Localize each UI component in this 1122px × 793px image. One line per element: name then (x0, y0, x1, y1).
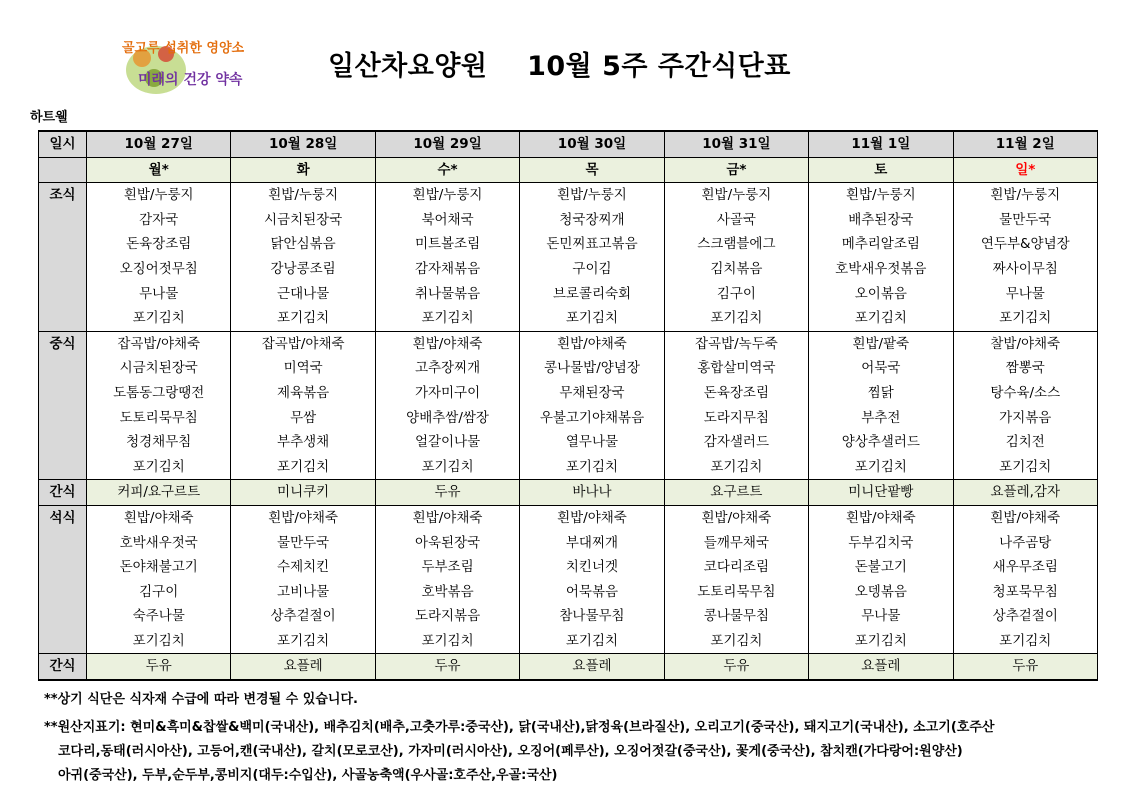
dinner-menu-item: 흰밥/야채죽 (375, 505, 519, 530)
dinner-menu-item: 돈불고기 (809, 555, 953, 580)
dinner-menu-item: 흰밥/야채죽 (664, 505, 808, 530)
breakfast-row (39, 232, 1098, 257)
lunch-menu-item: 포기김치 (87, 455, 231, 480)
lunch-menu-item: 콩나물밥/양념장 (520, 356, 664, 381)
snack-evening-row (39, 654, 1098, 680)
dinner-menu-item: 들깨무채국 (664, 531, 808, 556)
breakfast-menu-item: 브로콜리숙회 (520, 282, 664, 307)
breakfast-menu-item: 흰밥/누룽지 (375, 183, 519, 208)
breakfast-menu-item: 흰밥/누룽지 (809, 183, 953, 208)
logo-line2: 미래의 건강 약속 (138, 72, 243, 88)
snack-afternoon-label: 간식 (39, 480, 87, 506)
lunch-menu-item: 흰밥/팥죽 (809, 331, 953, 356)
lunch-menu-item: 포기김치 (809, 455, 953, 480)
lunch-row (39, 455, 1098, 480)
dinner-menu-item: 포기김치 (953, 629, 1097, 654)
date-cell: 10월 27일 (87, 131, 231, 157)
lunch-menu-item: 홍합살미역국 (664, 356, 808, 381)
breakfast-menu-item: 구이김 (520, 257, 664, 282)
dinner-menu-item: 포기김치 (520, 629, 664, 654)
brand-label: 하트웰 (30, 110, 68, 125)
breakfast-row (39, 306, 1098, 331)
lunch-menu-item: 제육볶음 (231, 381, 375, 406)
breakfast-menu-item: 오징어젓무침 (87, 257, 231, 282)
breakfast-menu-item: 흰밥/누룽지 (520, 183, 664, 208)
breakfast-menu-item: 포기김치 (231, 306, 375, 331)
breakfast-row (39, 208, 1098, 233)
lunch-menu-item: 열무나물 (520, 430, 664, 455)
breakfast-menu-item: 강낭콩조림 (231, 257, 375, 282)
lunch-menu-item: 포기김치 (520, 455, 664, 480)
dinner-menu-item: 흰밥/야채죽 (953, 505, 1097, 530)
breakfast-menu-item: 포기김치 (664, 306, 808, 331)
breakfast-menu-item: 닭안심볶음 (231, 232, 375, 257)
dinner-menu-item: 무나물 (809, 604, 953, 629)
weekday-cell: 토 (809, 157, 953, 183)
breakfast-menu-item: 호박새우젓볶음 (809, 257, 953, 282)
lunch-menu-item: 탕수육/소스 (953, 381, 1097, 406)
dinner-menu-item: 콩나물무침 (664, 604, 808, 629)
breakfast-menu-item: 흰밥/누룽지 (231, 183, 375, 208)
breakfast-menu-item: 근대나물 (231, 282, 375, 307)
dinner-menu-item: 상추겉절이 (953, 604, 1097, 629)
dinner-menu-item: 흰밥/야채죽 (520, 505, 664, 530)
dinner-row (39, 604, 1098, 629)
lunch-menu-item: 시금치된장국 (87, 356, 231, 381)
origin-note-line3: 아귀(중국산), 두부,순두부,콩비지(대두:수입산), 사골농축액(우사골:호주산,우골:국산) (58, 768, 558, 783)
lunch-menu-item: 부추전 (809, 406, 953, 431)
lunch-menu-item: 도라지무침 (664, 406, 808, 431)
snack-evening-item: 두유 (87, 654, 231, 680)
dinner-label: 석식 (39, 505, 87, 654)
breakfast-menu-item: 짜사이무침 (953, 257, 1097, 282)
breakfast-menu-item: 배추된장국 (809, 208, 953, 233)
weekday-cell: 수* (375, 157, 519, 183)
breakfast-menu-item: 돈민찌표고볶음 (520, 232, 664, 257)
weekday-cell: 금* (664, 157, 808, 183)
lunch-row (39, 331, 1098, 356)
dinner-menu-item: 호박볶음 (375, 580, 519, 605)
dinner-menu-item: 돈야채불고기 (87, 555, 231, 580)
lunch-menu-item: 미역국 (231, 356, 375, 381)
dinner-menu-item: 김구이 (87, 580, 231, 605)
breakfast-menu-item: 포기김치 (375, 306, 519, 331)
lunch-menu-item: 잡곡밥/야채죽 (87, 331, 231, 356)
snack-afternoon-item: 바나나 (520, 480, 664, 506)
logo-line1: 골고루 섭취한 영양소 (122, 41, 245, 56)
breakfast-menu-item: 메추리알조림 (809, 232, 953, 257)
breakfast-menu-item: 포기김치 (809, 306, 953, 331)
weekday-cell: 목 (520, 157, 664, 183)
breakfast-menu-item: 포기김치 (520, 306, 664, 331)
lunch-menu-item: 포기김치 (664, 455, 808, 480)
breakfast-menu-item: 포기김치 (953, 306, 1097, 331)
breakfast-row (39, 282, 1098, 307)
lunch-menu-item: 어묵국 (809, 356, 953, 381)
snack-evening-label: 간식 (39, 654, 87, 680)
snack-evening-item: 요플레 (231, 654, 375, 680)
logo (108, 18, 268, 100)
dinner-menu-item: 도라지볶음 (375, 604, 519, 629)
lunch-menu-item: 도토리묵무침 (87, 406, 231, 431)
snack-afternoon-item: 요플레,감자 (953, 480, 1097, 506)
lunch-menu-item: 돈육장조림 (664, 381, 808, 406)
lunch-row (39, 430, 1098, 455)
dinner-menu-item: 상추겉절이 (231, 604, 375, 629)
breakfast-row (39, 183, 1098, 208)
menu-table (38, 130, 1098, 681)
dinner-menu-item: 포기김치 (87, 629, 231, 654)
breakfast-menu-item: 감자채볶음 (375, 257, 519, 282)
dinner-menu-item: 참나물무침 (520, 604, 664, 629)
lunch-menu-item: 잡곡밥/야채죽 (231, 331, 375, 356)
lunch-row (39, 406, 1098, 431)
breakfast-menu-item: 흰밥/누룽지 (87, 183, 231, 208)
date-cell: 11월 2일 (953, 131, 1097, 157)
breakfast-menu-item: 흰밥/누룽지 (953, 183, 1097, 208)
snack-evening-item: 요플레 (520, 654, 664, 680)
weekday-cell: 월* (87, 157, 231, 183)
dinner-menu-item: 고비나물 (231, 580, 375, 605)
breakfast-menu-item: 무나물 (87, 282, 231, 307)
dinner-menu-item: 두부김치국 (809, 531, 953, 556)
date-cell: 10월 29일 (375, 131, 519, 157)
dinner-menu-item: 숙주나물 (87, 604, 231, 629)
snack-afternoon-item: 요구르트 (664, 480, 808, 506)
dinner-menu-item: 포기김치 (809, 629, 953, 654)
lunch-label: 중식 (39, 331, 87, 480)
dinner-menu-item: 아욱된장국 (375, 531, 519, 556)
breakfast-menu-item: 김치볶음 (664, 257, 808, 282)
dinner-menu-item: 포기김치 (664, 629, 808, 654)
lunch-menu-item: 청경채무침 (87, 430, 231, 455)
breakfast-row (39, 257, 1098, 282)
dinner-menu-item: 어묵볶음 (520, 580, 664, 605)
dinner-menu-item: 치킨너겟 (520, 555, 664, 580)
page-title: 일산차요양원 10월 5주 주간식단표 (328, 51, 791, 82)
breakfast-menu-item: 오이볶음 (809, 282, 953, 307)
dinner-menu-item: 코다리조림 (664, 555, 808, 580)
lunch-menu-item: 도톰동그랑땡전 (87, 381, 231, 406)
lunch-menu-item: 얼갈이나물 (375, 430, 519, 455)
dinner-menu-item: 흰밥/야채죽 (87, 505, 231, 530)
breakfast-menu-item: 무나물 (953, 282, 1097, 307)
lunch-menu-item: 양배추쌈/쌈장 (375, 406, 519, 431)
weekday-label-blank (39, 157, 87, 183)
breakfast-menu-item: 김구이 (664, 282, 808, 307)
lunch-menu-item: 감자샐러드 (664, 430, 808, 455)
snack-afternoon-item: 미니단팥빵 (809, 480, 953, 506)
dinner-menu-item: 두부조림 (375, 555, 519, 580)
date-cell: 10월 30일 (520, 131, 664, 157)
breakfast-menu-item: 감자국 (87, 208, 231, 233)
date-row (39, 131, 1098, 157)
breakfast-menu-item: 흰밥/누룽지 (664, 183, 808, 208)
lunch-menu-item: 찜닭 (809, 381, 953, 406)
snack-evening-item: 두유 (953, 654, 1097, 680)
header-label: 일시 (39, 131, 87, 157)
breakfast-menu-item: 취나물볶음 (375, 282, 519, 307)
date-cell: 10월 31일 (664, 131, 808, 157)
snack-afternoon-row (39, 480, 1098, 506)
snack-evening-item: 두유 (375, 654, 519, 680)
breakfast-label: 조식 (39, 183, 87, 332)
dinner-menu-item: 포기김치 (231, 629, 375, 654)
breakfast-menu-item: 북어채국 (375, 208, 519, 233)
dinner-row (39, 531, 1098, 556)
snack-afternoon-item: 커피/요구르트 (87, 480, 231, 506)
dinner-menu-item: 포기김치 (375, 629, 519, 654)
lunch-row (39, 356, 1098, 381)
lunch-menu-item: 우불고기야채볶음 (520, 406, 664, 431)
lunch-menu-item: 찰밥/야채죽 (953, 331, 1097, 356)
dinner-menu-item: 수제치킨 (231, 555, 375, 580)
breakfast-menu-item: 미트볼조림 (375, 232, 519, 257)
breakfast-menu-item: 청국장찌개 (520, 208, 664, 233)
dinner-menu-item: 흰밥/야채죽 (231, 505, 375, 530)
origin-note-line2: 코다리,동태(러시아산), 고등어,캔(국내산), 갈치(모로코산), 가자미(러시아산), 오징어(페루산), 오징어젓갈(중국산), 꽃게(중국산), 참치캔(가다랑어:원양산) (58, 744, 963, 759)
lunch-menu-item: 가지볶음 (953, 406, 1097, 431)
weekday-cell: 화 (231, 157, 375, 183)
lunch-row (39, 381, 1098, 406)
origin-note-line1: **원산지표기: 현미&흑미&찹쌀&백미(국내산), 배추김치(배추,고춧가루:중국산), 닭(국내산),닭정육(브라질산), 오리고기(중국산), 돼지고기(국내산), 소고기(호주산 (44, 720, 995, 735)
dinner-menu-item: 호박새우젓국 (87, 531, 231, 556)
lunch-menu-item: 무쌈 (231, 406, 375, 431)
lunch-menu-item: 포기김치 (953, 455, 1097, 480)
breakfast-menu-item: 스크램블에그 (664, 232, 808, 257)
date-cell: 10월 28일 (231, 131, 375, 157)
lunch-menu-item: 잡곡밥/녹두죽 (664, 331, 808, 356)
dinner-row (39, 629, 1098, 654)
breakfast-menu-item: 돈육장조림 (87, 232, 231, 257)
dinner-menu-item: 청포묵무침 (953, 580, 1097, 605)
lunch-menu-item: 포기김치 (375, 455, 519, 480)
lunch-menu-item: 가자미구이 (375, 381, 519, 406)
weekday-cell-sunday: 일* (953, 157, 1097, 183)
lunch-menu-item: 포기김치 (231, 455, 375, 480)
change-note: **상기 식단은 식자재 수급에 따라 변경될 수 있습니다. (44, 692, 358, 707)
lunch-menu-item: 흰밥/야채죽 (375, 331, 519, 356)
breakfast-menu-item: 연두부&양념장 (953, 232, 1097, 257)
weekday-row (39, 157, 1098, 183)
lunch-menu-item: 짬뽕국 (953, 356, 1097, 381)
snack-afternoon-item: 두유 (375, 480, 519, 506)
dinner-menu-item: 물만두국 (231, 531, 375, 556)
dinner-menu-item: 나주곰탕 (953, 531, 1097, 556)
dinner-menu-item: 흰밥/야채죽 (809, 505, 953, 530)
breakfast-menu-item: 포기김치 (87, 306, 231, 331)
dinner-row (39, 580, 1098, 605)
snack-evening-item: 요플레 (809, 654, 953, 680)
dinner-menu-item: 새우무조림 (953, 555, 1097, 580)
lunch-menu-item: 양상추샐러드 (809, 430, 953, 455)
dinner-menu-item: 부대찌개 (520, 531, 664, 556)
lunch-menu-item: 김치전 (953, 430, 1097, 455)
dinner-menu-item: 도토리묵무침 (664, 580, 808, 605)
breakfast-menu-item: 사골국 (664, 208, 808, 233)
dinner-row (39, 555, 1098, 580)
snack-afternoon-item: 미니쿠키 (231, 480, 375, 506)
lunch-menu-item: 부추생채 (231, 430, 375, 455)
breakfast-menu-item: 시금치된장국 (231, 208, 375, 233)
lunch-menu-item: 무채된장국 (520, 381, 664, 406)
date-cell: 11월 1일 (809, 131, 953, 157)
breakfast-menu-item: 물만두국 (953, 208, 1097, 233)
lunch-menu-item: 흰밥/야채죽 (520, 331, 664, 356)
dinner-menu-item: 오뎅볶음 (809, 580, 953, 605)
dinner-row (39, 505, 1098, 530)
snack-evening-item: 두유 (664, 654, 808, 680)
lunch-menu-item: 고추장찌개 (375, 356, 519, 381)
